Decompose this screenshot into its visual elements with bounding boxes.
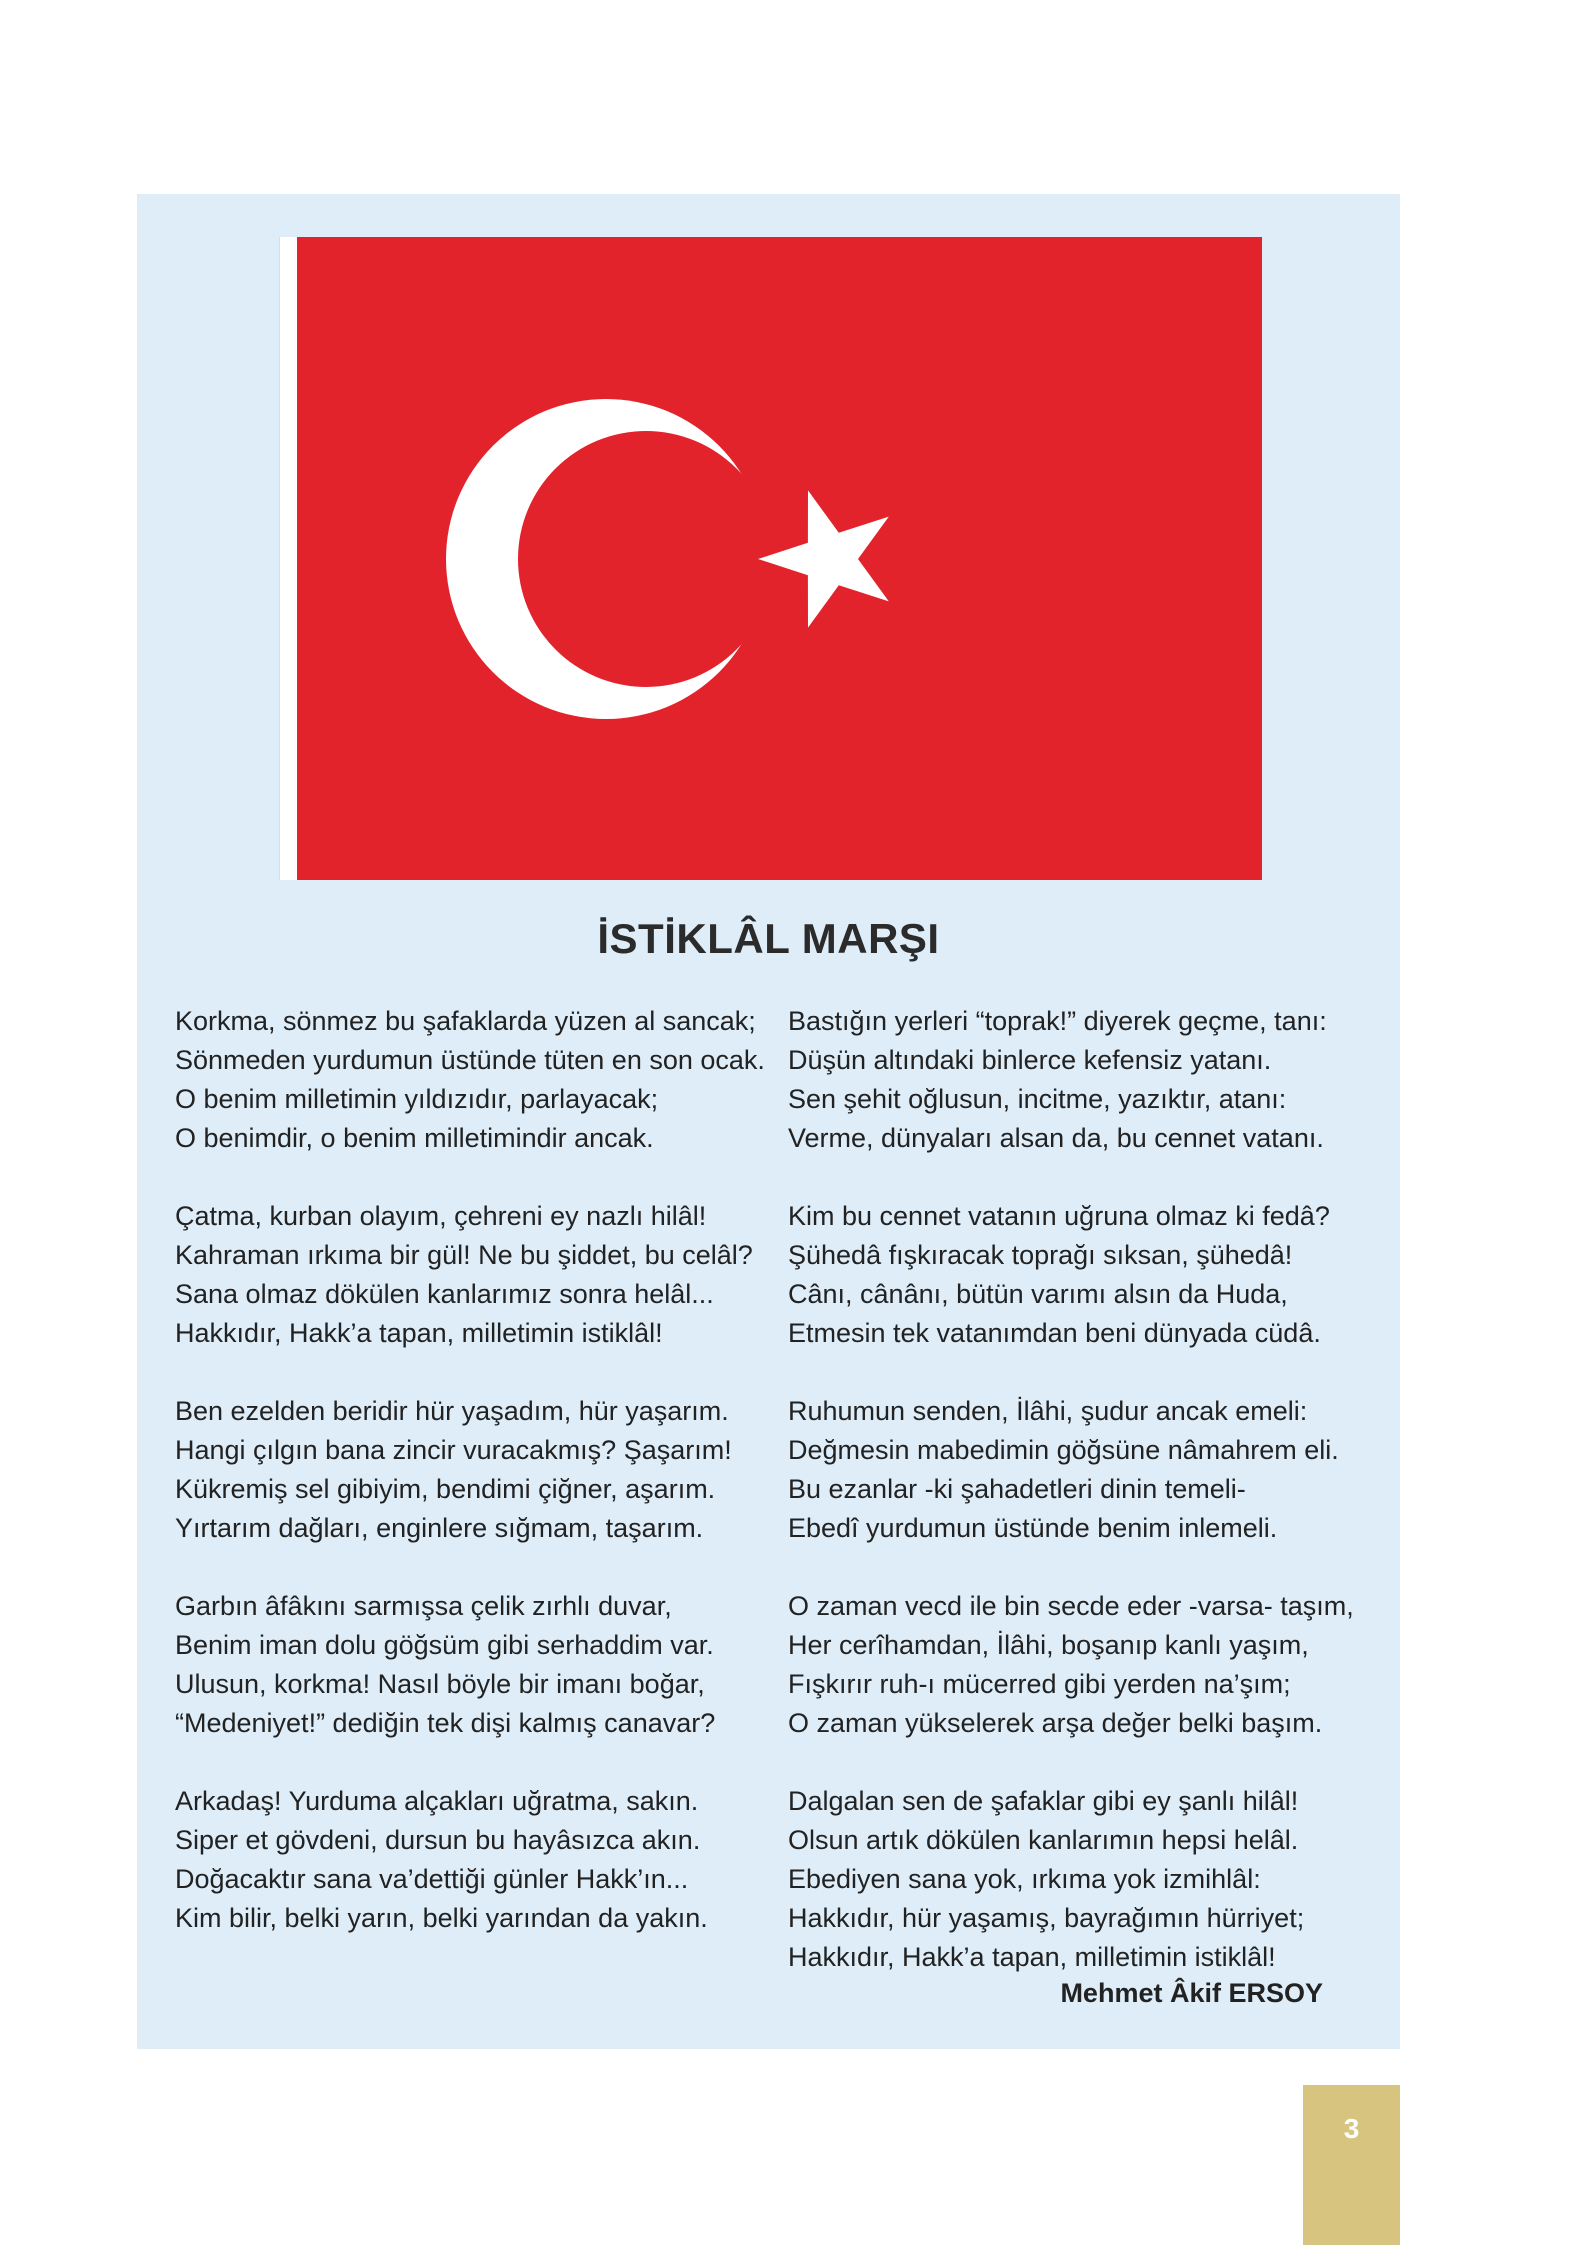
verse-line: Ruhumun senden, İlâhi, şudur ancak emeli:	[788, 1396, 1308, 1426]
verse-line: Hakkıdır, Hakk’a tapan, milletimin istiklâl!	[175, 1318, 663, 1348]
verse-line: Korkma, sönmez bu şafaklarda yüzen al sancak;	[175, 1006, 756, 1036]
verse-line: Hakkıdır, Hakk’a tapan, milletimin istiklâl!	[788, 1942, 1276, 1972]
verse-line: Kim bu cennet vatanın uğruna olmaz ki fedâ?	[788, 1201, 1330, 1231]
stanza	[175, 1587, 795, 1743]
verse-line: Doğacaktır sana va’dettiği günler Hakk’ın...	[175, 1864, 689, 1894]
verse-line: Kükremiş sel gibiyim, bendimi çiğner, aşarım.	[175, 1474, 716, 1504]
verse-line: Sana olmaz dökülen kanlarımız sonra helâl...	[175, 1279, 714, 1309]
verse-line: Arkadaş! Yurduma alçakları uğratma, sakın.	[175, 1786, 699, 1816]
author-name: Mehmet Âkif ERSOY	[1060, 1978, 1323, 2008]
verse-line: Ebediyen sana yok, ırkıma yok izmihlâl:	[788, 1864, 1261, 1894]
verse-line: Değmesin mabedimin göğsüne nâmahrem eli.	[788, 1435, 1339, 1465]
stanza	[175, 1392, 795, 1548]
verse-line: Kim bilir, belki yarın, belki yarından da yakın.	[175, 1903, 708, 1933]
verse-line: Hakkıdır, hür yaşamış, bayrağımın hürriyet;	[788, 1903, 1305, 1933]
stanza	[175, 1782, 795, 1938]
stanza	[788, 1587, 1408, 1743]
verse-line: Sönmeden yurdumun üstünde tüten en son ocak.	[175, 1045, 765, 1075]
verse-line: Etmesin tek vatanımdan beni dünyada cüdâ.	[788, 1318, 1321, 1348]
page-number-tab	[1303, 2085, 1400, 2245]
verse-line: Garbın âfâkını sarmışsa çelik zırhlı duvar,	[175, 1591, 672, 1621]
verse-line: Fışkırır ruh-ı mücerred gibi yerden na’şım;	[788, 1669, 1291, 1699]
verse-line: Düşün altındaki binlerce kefensiz yatanı.	[788, 1045, 1272, 1075]
verse-line: Ebedî yurdumun üstünde benim inlemeli.	[788, 1513, 1278, 1543]
stanza	[788, 1392, 1408, 1548]
verse-line: Verme, dünyaları alsan da, bu cennet vatanı.	[788, 1123, 1324, 1153]
poem-left-column	[175, 1002, 795, 1977]
turkish-flag	[279, 237, 1262, 880]
crescent-inner	[518, 431, 774, 687]
verse-line: Şühedâ fışkıracak toprağı sıksan, şühedâ!	[788, 1240, 1293, 1270]
verse-line: Bastığın yerleri “toprak!” diyerek geçme, tanı:	[788, 1006, 1327, 1036]
verse-line: O benimdir, o benim milletimindir ancak.	[175, 1123, 654, 1153]
stanza	[788, 1782, 1408, 1977]
stanza	[175, 1197, 795, 1353]
flag-pole	[279, 237, 297, 880]
verse-line: Çatma, kurban olayım, çehreni ey nazlı hilâl!	[175, 1201, 707, 1231]
verse-line: Her cerîhamdan, İlâhi, boşanıp kanlı yaşım,	[788, 1630, 1309, 1660]
stanza	[175, 1002, 795, 1158]
verse-line: Olsun artık dökülen kanlarımın hepsi helâl.	[788, 1825, 1299, 1855]
verse-line: Bu ezanlar -ki şahadetleri dinin temeli-	[788, 1474, 1246, 1504]
stanza	[788, 1197, 1408, 1353]
page-title: İSTİKLÂL MARŞI	[597, 915, 940, 962]
verse-line: Hangi çılgın bana zincir vuracakmış? Şaşarım!	[175, 1435, 732, 1465]
stanza	[788, 1002, 1408, 1158]
verse-line: O benim milletimin yıldızıdır, parlayacak;	[175, 1084, 659, 1114]
verse-line: Ben ezelden beridir hür yaşadım, hür yaşarım.	[175, 1396, 729, 1426]
verse-line: Kahraman ırkıma bir gül! Ne bu şiddet, bu celâl?	[175, 1240, 753, 1270]
page-number: 3	[1343, 2113, 1360, 2144]
verse-line: O zaman yükselerek arşa değer belki başım.	[788, 1708, 1323, 1738]
verse-line: Ulusun, korkma! Nasıl böyle bir imanı boğar,	[175, 1669, 705, 1699]
verse-line: “Medeniyet!” dediğin tek dişi kalmış canavar?	[175, 1708, 716, 1738]
poem-right-column	[788, 1002, 1408, 2016]
verse-line: O zaman vecd ile bin secde eder -varsa- taşım,	[788, 1591, 1354, 1621]
verse-line: Sen şehit oğlusun, incitme, yazıktır, atanı:	[788, 1084, 1287, 1114]
verse-line: Yırtarım dağları, enginlere sığmam, taşarım.	[175, 1513, 704, 1543]
verse-line: Cânı, cânânı, bütün varımı alsın da Huda,	[788, 1279, 1288, 1309]
verse-line: Dalgalan sen de şafaklar gibi ey şanlı hilâl!	[788, 1786, 1299, 1816]
verse-line: Benim iman dolu göğsüm gibi serhaddim var.	[175, 1630, 714, 1660]
verse-line: Siper et gövdeni, dursun bu hayâsızca akın.	[175, 1825, 701, 1855]
